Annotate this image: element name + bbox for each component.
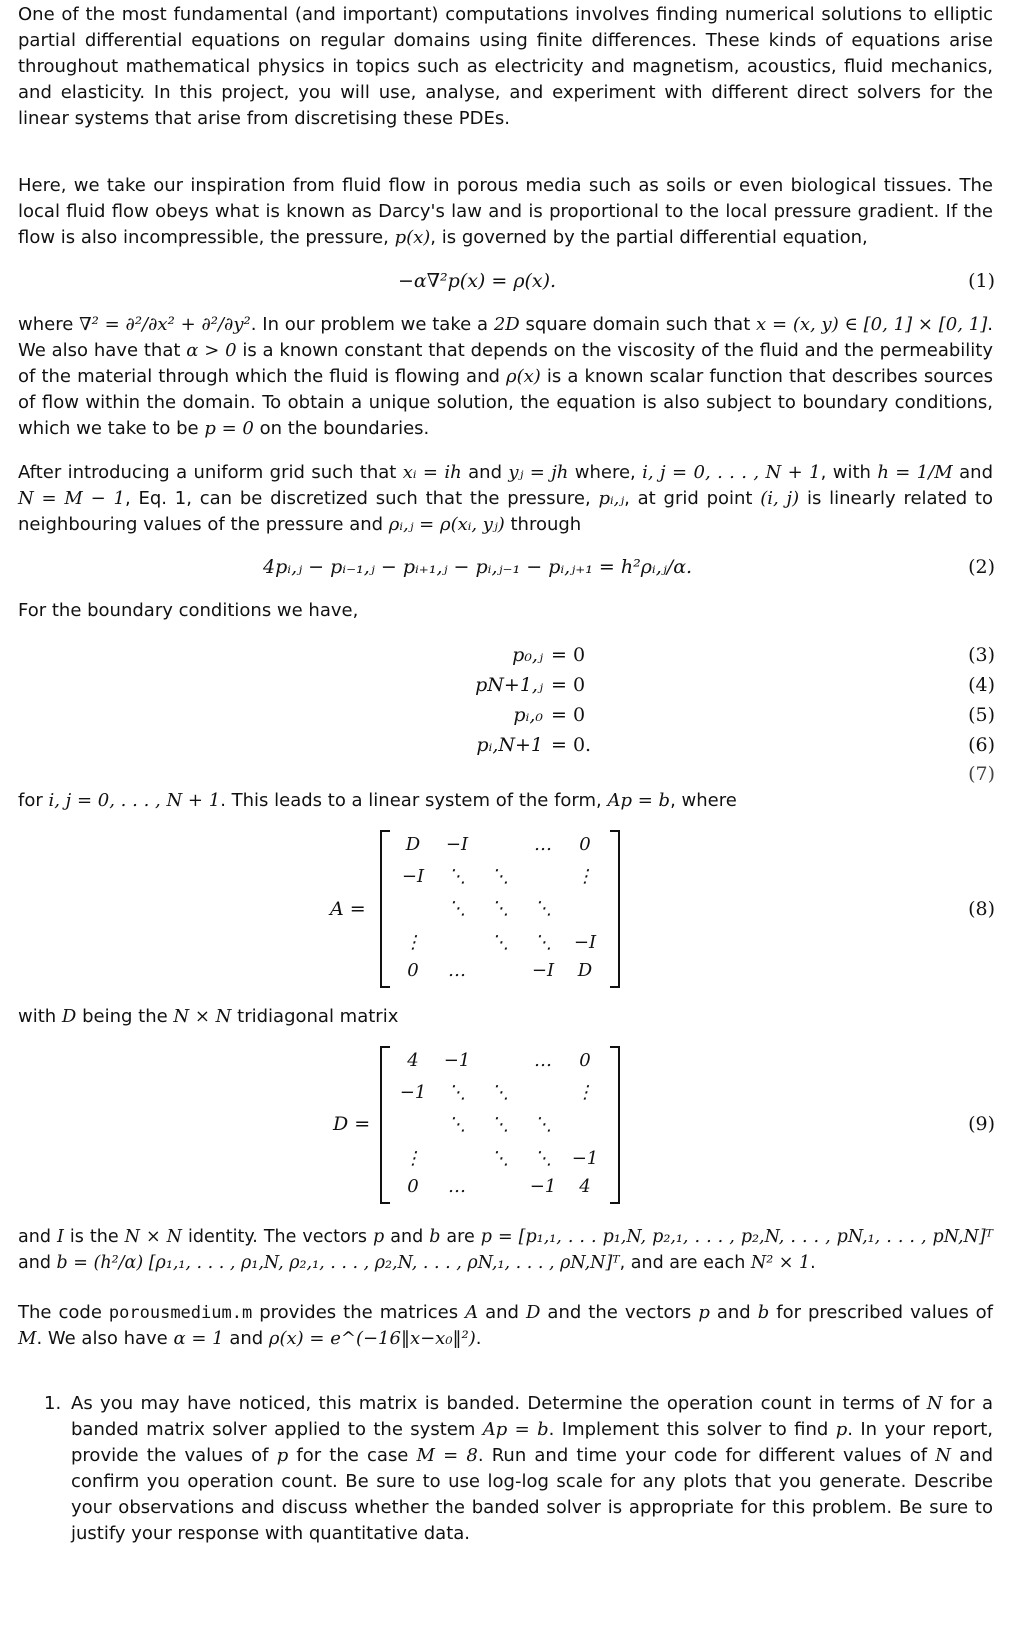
text: and the vectors xyxy=(540,1302,699,1323)
text: . This leads to a linear system of the form, xyxy=(220,790,608,811)
equation-7-number: (7) xyxy=(968,763,995,785)
math-m: M xyxy=(18,1328,37,1349)
matrix-cell: −1 xyxy=(443,1050,471,1071)
math-a: A xyxy=(465,1302,479,1323)
text: . xyxy=(810,1253,816,1273)
matrix-cell: 0 xyxy=(579,834,591,855)
math-rho: ρ(x) xyxy=(506,366,541,387)
equation-3-number: (3) xyxy=(968,644,995,666)
math-d: D xyxy=(61,1006,77,1027)
matrix-cell: D xyxy=(405,834,421,855)
matrix-cell: −1 xyxy=(529,1176,557,1197)
matrix-cell: −I xyxy=(531,960,555,981)
math-b: b xyxy=(757,1302,770,1323)
math-n: N xyxy=(935,1445,951,1466)
math-h: h = 1/M xyxy=(877,462,953,483)
matrix-cell: −I xyxy=(445,834,469,855)
bc-rhs: = 0 xyxy=(551,644,586,666)
text: and xyxy=(709,1302,758,1323)
matrix-cell: ⋮ xyxy=(404,932,422,953)
text: and confirm you operation count. Be sure to use log-log scale for any plots that you generate. Describe your observations and discuss whether the banded solver is appropriate for this problem. Be sure to justify your response with quantitative data. xyxy=(71,1445,993,1544)
equation-2: 4pᵢ,ⱼ − pᵢ₋₁,ⱼ − pᵢ₊₁,ⱼ − pᵢ,ⱼ₋₁ − pᵢ,ⱼ₊₁ = h²ρᵢ,ⱼ/α. xyxy=(263,556,693,578)
bc-equation-3 xyxy=(0,644,1015,666)
matrix-cell: ⋮ xyxy=(404,1148,422,1169)
math-alpha: α > 0 xyxy=(186,340,237,361)
matrix-cell: ⋮ xyxy=(576,866,594,887)
question-1 xyxy=(44,1391,993,1547)
text: and xyxy=(384,1227,430,1247)
domain-paragraph xyxy=(18,312,993,442)
math-gp: (i, j) xyxy=(760,488,800,509)
equation-1-number: (1) xyxy=(968,270,995,292)
text: where, xyxy=(568,462,643,483)
text: for xyxy=(18,790,49,811)
text: . xyxy=(475,1328,482,1349)
math-p: p xyxy=(698,1302,710,1323)
text: . We also have xyxy=(36,1328,174,1349)
text: , Eq. 1, can be discretized such that the pressure, xyxy=(124,488,599,509)
vectors-paragraph xyxy=(18,1224,993,1276)
text: and xyxy=(461,462,509,483)
math-bc: p = 0 xyxy=(204,418,254,439)
matrix-cell: … xyxy=(534,1050,552,1071)
text: . In your report, provide the values of xyxy=(71,1419,994,1466)
equation-2-number: (2) xyxy=(968,556,995,578)
text: is a known scalar function that describes sources of flow within the domain. To obtain a unique solution, the equation is also subject to boundary conditions, which we take to be xyxy=(18,366,994,439)
text: . We also have that xyxy=(18,314,993,361)
matrix-cell: −I xyxy=(401,866,425,887)
matrix-cell: … xyxy=(448,1176,466,1197)
math-p-vector: p = [p₁,₁, . . . p₁,N, p₂,₁, . . . , p₂,N, . . . , pN,₁, . . . , pN,N]ᵀ xyxy=(480,1227,993,1247)
bc-rhs: = 0. xyxy=(551,734,592,756)
text: , with xyxy=(820,462,878,483)
text: is linearly related to neighbouring values of the pressure and xyxy=(18,488,994,535)
text: where xyxy=(18,314,80,335)
matrix-cell: −1 xyxy=(571,1148,599,1169)
text: After introducing a uniform grid such that xyxy=(18,462,403,483)
matrix-cell: ⋮ xyxy=(576,1082,594,1103)
math-rho: ρ(x) = e^(−16‖x−x₀‖²) xyxy=(268,1328,476,1349)
math-nxn: N × N xyxy=(124,1227,182,1247)
math-ij: i, j = 0, . . . , N + 1 xyxy=(48,790,221,811)
matrix-cell: ⋱ xyxy=(448,866,466,887)
matrix-cell: 4 xyxy=(579,1176,591,1197)
text: for a banded matrix solver applied to the system xyxy=(71,1393,993,1440)
text: and xyxy=(952,462,993,483)
text: identity. The vectors xyxy=(181,1227,374,1247)
right-bracket xyxy=(610,830,620,988)
matrix-cell: ⋱ xyxy=(491,1082,509,1103)
linear-system-paragraph xyxy=(18,788,993,814)
text: and xyxy=(478,1302,526,1323)
text: are xyxy=(440,1227,481,1247)
math-p: p xyxy=(835,1419,848,1440)
text: provides the matrices xyxy=(252,1302,466,1323)
matrix-cell: ⋱ xyxy=(448,1082,466,1103)
grid-paragraph xyxy=(18,460,993,538)
intro-paragraph xyxy=(18,2,993,132)
tridiagonal-paragraph xyxy=(18,1004,993,1030)
text: and xyxy=(18,1253,57,1273)
math-sys: Ap = b xyxy=(607,790,671,811)
equation-8-number: (8) xyxy=(968,898,995,920)
darcy-paragraph xyxy=(18,173,993,251)
text: , and are each xyxy=(619,1253,751,1273)
matrix-cell: ⋱ xyxy=(534,1148,552,1169)
bc-equation-6 xyxy=(0,734,1015,756)
right-bracket xyxy=(610,1046,620,1204)
text: The code xyxy=(18,1302,109,1323)
math-domain: x = (x, y) ∈ [0, 1] × [0, 1] xyxy=(756,314,988,335)
matrix-cell: D xyxy=(577,960,593,981)
matrix-cell: ⋱ xyxy=(491,866,509,887)
matrix-cell: 0 xyxy=(407,960,419,981)
text: . Implement this solver to find xyxy=(548,1419,836,1440)
matrix-d xyxy=(380,1046,620,1204)
bc-lhs: pN+1,ⱼ xyxy=(475,674,543,696)
text: on the boundaries. xyxy=(253,418,430,439)
matrix-cell: −I xyxy=(573,932,597,953)
text: and xyxy=(18,1227,57,1247)
math-dim: N² × 1 xyxy=(750,1253,811,1273)
bc-lhs: p₀,ⱼ xyxy=(512,644,543,666)
equation-1: −α∇²p(x) = ρ(x). xyxy=(398,270,557,292)
math-n: N xyxy=(926,1393,943,1414)
math-p: p xyxy=(276,1445,289,1466)
math-grid-x: xᵢ = ih xyxy=(402,462,462,483)
matrix-cell: −1 xyxy=(399,1082,427,1103)
question-body xyxy=(71,1391,993,1547)
bc-lhs: pᵢ,N+1 xyxy=(476,734,543,756)
bc-intro: For the boundary conditions we have, xyxy=(18,600,359,621)
matrix-cell: ⋱ xyxy=(534,1114,552,1135)
text: square domain such that xyxy=(519,314,757,335)
matrix-a xyxy=(380,830,620,988)
math-rhoij: ρᵢ,ⱼ = ρ(xᵢ, yⱼ) xyxy=(388,514,505,535)
text: is the xyxy=(63,1227,125,1247)
matrix-cell: ⋱ xyxy=(534,898,552,919)
matrix-cell: ⋱ xyxy=(491,898,509,919)
intro-text: One of the most fundamental (and important) computations involves finding numerical solutions to elliptic partial differential equations on regular domains using finite differences. These kinds of equations arise throughout mathematical physics in topics such as electricity and magnetism, acoustics, fluid mechanics, and elasticity. In this project, you will use, analyse, and experiment with different direct solvers for the linear systems that arise from discretising these PDEs. xyxy=(18,4,993,129)
text: is a known constant that depends on the viscosity of the fluid and the permeability of the material through which the fluid is flowing and xyxy=(18,340,993,387)
bc-equation-4 xyxy=(0,674,1015,696)
matrix-cell: ⋱ xyxy=(448,898,466,919)
math-i: I xyxy=(56,1227,64,1247)
bc-rhs: = 0 xyxy=(551,704,586,726)
math-nxn: N × N xyxy=(173,1006,232,1027)
code-filename: porousmedium.m xyxy=(108,1303,253,1323)
text: . In our problem we take a xyxy=(250,314,494,335)
math-grid-y: yⱼ = jh xyxy=(508,462,569,483)
math-pij: pᵢ,ⱼ xyxy=(598,488,625,509)
question-number: 1. xyxy=(44,1393,62,1414)
math-nabla: ∇² = ∂²/∂x² + ∂²/∂y² xyxy=(79,314,251,335)
math-d: D xyxy=(525,1302,541,1323)
matrix-cell: ⋱ xyxy=(491,1148,509,1169)
text: As you may have noticed, this matrix is banded. Determine the operation count in terms of xyxy=(71,1393,927,1414)
math-p: p xyxy=(373,1227,385,1247)
equation-9-number: (9) xyxy=(968,1113,995,1135)
matrix-cell: … xyxy=(534,834,552,855)
code-paragraph xyxy=(18,1300,993,1352)
matrix-cell: ⋱ xyxy=(534,932,552,953)
math-alpha: α = 1 xyxy=(173,1328,224,1349)
text: , where xyxy=(670,790,737,811)
math-m8: M = 8 xyxy=(416,1445,478,1466)
equation-4-number: (4) xyxy=(968,674,995,696)
bc-rhs: = 0 xyxy=(551,674,586,696)
text: Here, we take our inspiration from fluid flow in porous media such as soils or even biological tissues. The local fluid flow obeys what is known as Darcy's law and is proportional to the local pressure gradient. If the flow is also incompressible, the pressure, xyxy=(18,175,993,248)
math-p: p(x) xyxy=(394,227,431,248)
matrix-cell: ⋱ xyxy=(491,932,509,953)
bc-equation-5 xyxy=(0,704,1015,726)
math-b-vector: b = (h²/α) [ρ₁,₁, . . . , ρ₁,N, ρ₂,₁, . . . , ρ₂,N, . . . , ρN,₁, . . . , ρN,N]ᵀ xyxy=(56,1253,620,1273)
matrix-cell: 0 xyxy=(579,1050,591,1071)
bc-lhs: pᵢ,₀ xyxy=(513,704,543,726)
matrix-cell: … xyxy=(448,960,466,981)
math-n: N = M − 1 xyxy=(18,488,125,509)
text: through xyxy=(504,514,582,535)
text: being the xyxy=(76,1006,174,1027)
math-range: i, j = 0, . . . , N + 1 xyxy=(642,462,821,483)
math-b: b xyxy=(429,1227,441,1247)
text: and xyxy=(223,1328,269,1349)
text: , is governed by the partial differential equation, xyxy=(430,227,868,248)
equation-6-number: (6) xyxy=(968,734,995,756)
text: with xyxy=(18,1006,62,1027)
matrix-cell: ⋱ xyxy=(448,1114,466,1135)
equation-5-number: (5) xyxy=(968,704,995,726)
math-dim: 2D xyxy=(493,314,520,335)
text: for prescribed values of xyxy=(769,1302,994,1323)
matrix-d-label: D = xyxy=(333,1113,371,1135)
matrix-cell: 4 xyxy=(407,1050,419,1071)
text: , at grid point xyxy=(624,488,761,509)
text: tridiagonal matrix xyxy=(231,1006,399,1027)
matrix-cell: 0 xyxy=(407,1176,419,1197)
math-sys: Ap = b xyxy=(482,1419,549,1440)
matrix-cell: ⋱ xyxy=(491,1114,509,1135)
text: for the case xyxy=(288,1445,417,1466)
text: . Run and time your code for different values of xyxy=(477,1445,936,1466)
matrix-a-label: A = xyxy=(330,898,366,920)
